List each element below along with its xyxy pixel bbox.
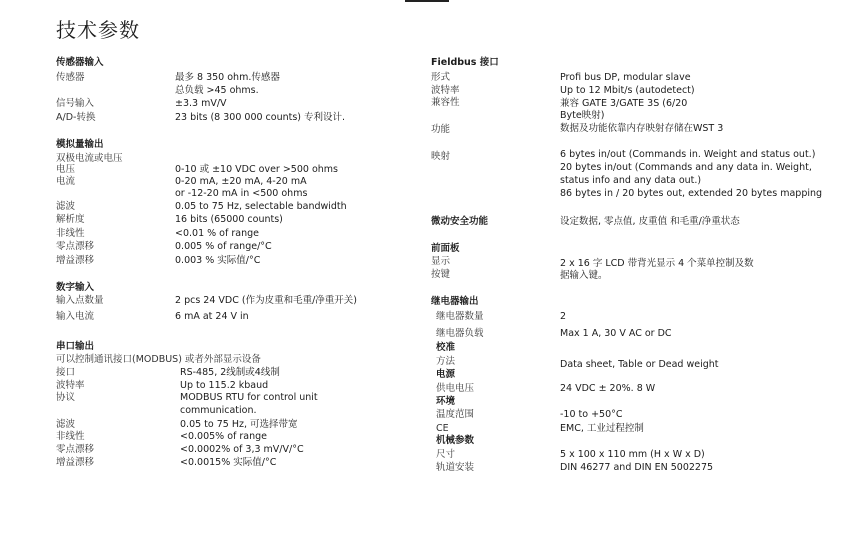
label-method: 方法 xyxy=(436,356,456,367)
label-zero-drift: 零点漂移 xyxy=(56,241,95,252)
value-sensor-line1: 最多 8 350 ohm.传感器 xyxy=(175,72,280,83)
section-heading-safety: 微动安全功能 xyxy=(431,216,489,227)
section-heading-serial-output: 串口输出 xyxy=(56,341,95,352)
serial-output-intro: 可以控制通讯接口(MODBUS) 或者外部显示设备 xyxy=(56,354,261,365)
label-sensor: 传感器 xyxy=(56,72,85,83)
label-serial-zero-drift: 零点漂移 xyxy=(56,444,95,455)
label-gain-drift: 增益漂移 xyxy=(56,255,95,266)
value-fieldbus-baud: Up to 12 Mbit/s (autodetect) xyxy=(560,85,695,96)
value-input-count: 2 pcs 24 VDC (作为皮重和毛重/净重开关) xyxy=(175,295,357,306)
value-serial-filter: 0.05 to 75 Hz, 可选择带宽 xyxy=(180,419,298,430)
label-temperature: 温度范围 xyxy=(436,409,475,420)
value-signal-input: ±3.3 mV/V xyxy=(175,98,227,109)
label-serial-nonlinearity: 非线性 xyxy=(56,431,85,442)
value-current-line2: or -12-20 mA in <500 ohms xyxy=(175,188,308,199)
label-rail-mount: 轨道安装 xyxy=(436,462,475,473)
value-dimensions: 5 x 100 x 110 mm (H x W x D) xyxy=(560,449,705,460)
label-relay-count: 继电器数量 xyxy=(436,311,484,322)
label-fieldbus-baud: 波特率 xyxy=(431,85,460,96)
page-title: 技术参数 xyxy=(56,18,140,42)
value-mapping-line1: 6 bytes in/out (Commands in. Weight and status out.) xyxy=(560,149,816,160)
section-heading-digital-input: 数字输入 xyxy=(56,282,95,293)
value-protocol-line2: communication. xyxy=(180,405,257,416)
section-heading-fieldbus: Fieldbus 接口 xyxy=(431,57,499,68)
value-function: 数据及功能依靠内存映射存储在WST 3 xyxy=(560,123,724,134)
label-protocol: 协议 xyxy=(56,392,76,403)
section-heading-front-panel: 前面板 xyxy=(431,243,460,254)
section-heading-relay-output: 继电器输出 xyxy=(431,296,479,307)
value-mapping-line4: 86 bytes in / 20 bytes out, extended 20 bytes mapping xyxy=(560,188,823,199)
value-display: 2 x 16 字 LCD 带背光显示 4 个菜单控制及数 xyxy=(560,258,754,269)
label-relay-load: 继电器负载 xyxy=(436,328,484,339)
value-gain-drift: 0.003 % 实际值/°C xyxy=(175,255,261,266)
value-mapping-line3: status info and any data out.) xyxy=(560,175,702,186)
label-input-count: 输入点数量 xyxy=(56,295,104,306)
label-ce: CE xyxy=(436,423,449,434)
section-heading-analog-output: 模拟量输出 xyxy=(56,139,104,150)
label-keys: 按键 xyxy=(431,269,451,280)
value-serial-gain-drift: <0.0015% 实际值/°C xyxy=(180,457,277,468)
value-ce: EMC, 工业过程控制 xyxy=(560,423,644,434)
value-nonlinearity: <0.01 % of range xyxy=(175,228,259,239)
value-protocol-line1: MODBUS RTU for control unit xyxy=(180,392,318,403)
label-dimensions: 尺寸 xyxy=(436,449,456,460)
value-filter: 0.05 to 75 Hz, selectable bandwidth xyxy=(175,201,347,212)
section-heading-power: 电源 xyxy=(436,369,456,380)
label-resolution: 解析度 xyxy=(56,214,85,225)
label-form: 形式 xyxy=(431,72,451,83)
section-heading-calibration: 校准 xyxy=(436,342,456,353)
value-sensor-line2: 总负载 >45 ohms. xyxy=(175,85,259,96)
value-supply-voltage: 24 VDC ± 20%. 8 W xyxy=(560,383,656,394)
label-nonlinearity: 非线性 xyxy=(56,228,85,239)
label-serial-gain-drift: 增益漂移 xyxy=(56,457,95,468)
label-ad-conversion: A/D-转换 xyxy=(56,112,96,123)
label-display: 显示 xyxy=(431,256,451,267)
value-voltage: 0-10 或 ±10 VDC over >500 ohms xyxy=(175,164,338,175)
label-voltage: 电压 xyxy=(56,164,76,175)
label-serial-filter: 滤波 xyxy=(56,419,76,430)
value-input-current: 6 mA at 24 V in xyxy=(175,311,249,322)
value-form: Profi bus DP, modular slave xyxy=(560,72,691,83)
value-temperature: -10 to +50°C xyxy=(560,409,623,420)
value-compatibility-line1: 兼容 GATE 3/GATE 3S (6/20 xyxy=(560,98,688,109)
label-interface: 接口 xyxy=(56,367,76,378)
value-serial-baud: Up to 115.2 kbaud xyxy=(180,380,269,391)
value-keys: 据输入键。 xyxy=(560,270,608,281)
label-filter: 滤波 xyxy=(56,201,76,212)
value-mapping-line2: 20 bytes in/out (Commands and any data in. Weight, xyxy=(560,162,812,173)
label-current: 电流 xyxy=(56,176,76,187)
section-heading-mechanical: 机械参数 xyxy=(436,435,475,446)
value-compatibility-line2: Byte映射) xyxy=(560,110,605,121)
value-ad-conversion: 23 bits (8 300 000 counts) 专利设计. xyxy=(175,112,346,123)
value-relay-count: 2 xyxy=(560,311,567,322)
label-signal-input: 信号输入 xyxy=(56,98,95,109)
value-relay-load: Max 1 A, 30 V AC or DC xyxy=(560,328,672,339)
value-serial-nonlinearity: <0.005% of range xyxy=(180,431,268,442)
value-interface: RS-485, 2线制或4线制 xyxy=(180,367,280,378)
value-zero-drift: 0.005 % of range/°C xyxy=(175,241,272,252)
value-serial-zero-drift: <0.0002% of 3,3 mV/V/°C xyxy=(180,444,304,455)
analog-output-intro: 双极电流或电压 xyxy=(56,153,123,164)
top-rule xyxy=(405,0,449,2)
label-compatibility: 兼容性 xyxy=(431,97,460,108)
value-method: Data sheet, Table or Dead weight xyxy=(560,359,719,370)
value-rail-mount: DIN 46277 and DIN EN 5002275 xyxy=(560,462,714,473)
value-current-line1: 0-20 mA, ±20 mA, 4-20 mA xyxy=(175,176,307,187)
section-heading-sensor-input: 传感器输入 xyxy=(56,57,104,68)
label-supply-voltage: 供电电压 xyxy=(436,383,475,394)
section-heading-environment: 环境 xyxy=(436,396,456,407)
label-mapping: 映射 xyxy=(431,151,451,162)
value-safety: 设定数据, 零点值, 皮重值 和毛重/净重状态 xyxy=(560,216,740,227)
label-input-current: 输入电流 xyxy=(56,311,95,322)
label-function: 功能 xyxy=(431,124,451,135)
label-serial-baud: 波特率 xyxy=(56,380,85,391)
value-resolution: 16 bits (65000 counts) xyxy=(175,214,283,225)
